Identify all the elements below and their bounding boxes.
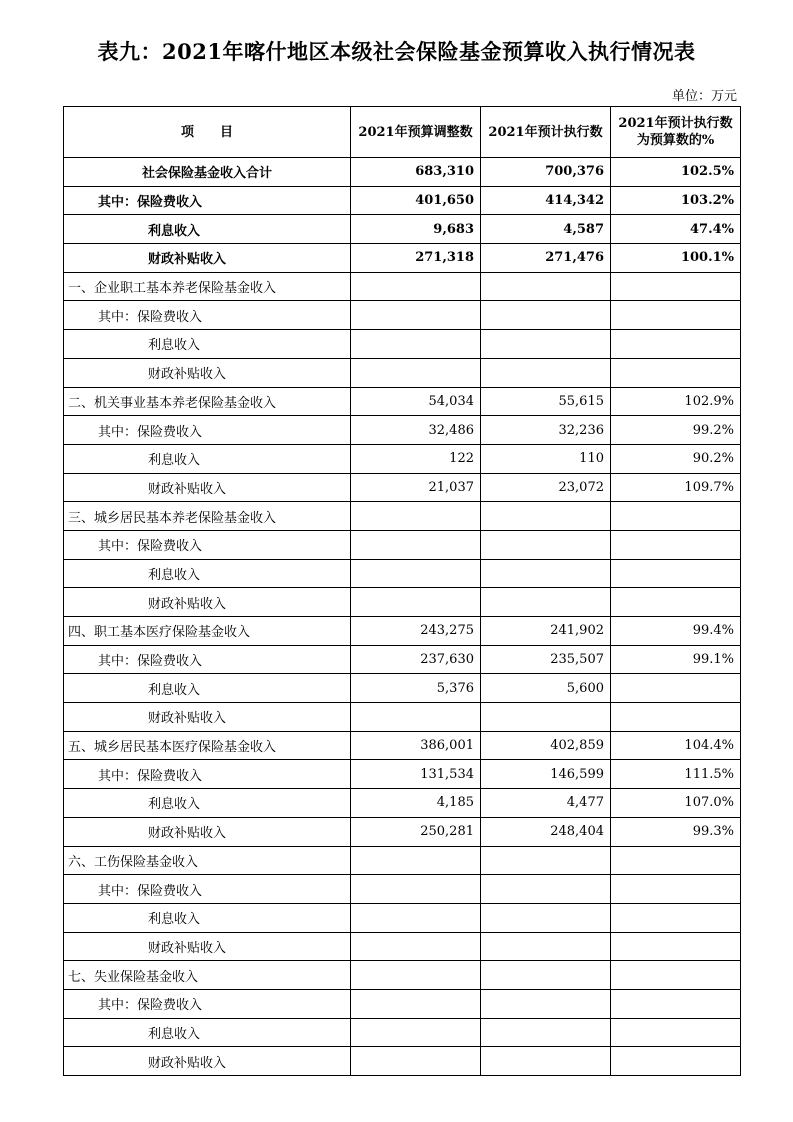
row-budget — [351, 272, 481, 301]
table-row — [64, 932, 741, 961]
row-execution: 110 — [481, 444, 611, 473]
row-budget — [351, 903, 481, 932]
row-label: 财政补贴收入 — [64, 244, 351, 273]
row-execution — [481, 846, 611, 875]
row-ratio: 90.2% — [611, 444, 741, 473]
table-row — [64, 330, 741, 359]
row-budget — [351, 989, 481, 1018]
row-execution: 241,902 — [481, 617, 611, 646]
row-label: 利息收入 — [64, 789, 351, 818]
table-row — [64, 387, 741, 416]
row-execution: 271,476 — [481, 244, 611, 273]
row-ratio: 99.4% — [611, 617, 741, 646]
table-row — [64, 645, 741, 674]
table-header-row — [64, 107, 741, 158]
table-row — [64, 817, 741, 846]
header-budget: 2021年预算调整数 — [351, 107, 481, 158]
row-ratio: 109.7% — [611, 473, 741, 502]
row-execution — [481, 1047, 611, 1076]
row-budget — [351, 932, 481, 961]
row-execution — [481, 330, 611, 359]
table-row — [64, 215, 741, 244]
table-row — [64, 846, 741, 875]
row-ratio — [611, 272, 741, 301]
row-budget — [351, 588, 481, 617]
row-label: 财政补贴收入 — [64, 1047, 351, 1076]
row-execution — [481, 272, 611, 301]
table-row — [64, 617, 741, 646]
table-row — [64, 903, 741, 932]
row-execution — [481, 989, 611, 1018]
row-budget — [351, 530, 481, 559]
row-ratio: 102.9% — [611, 387, 741, 416]
row-budget: 683,310 — [351, 158, 481, 187]
row-execution: 4,587 — [481, 215, 611, 244]
row-label: 四、职工基本医疗保险基金收入 — [64, 617, 351, 646]
row-budget: 4,185 — [351, 789, 481, 818]
row-budget: 5,376 — [351, 674, 481, 703]
row-execution: 402,859 — [481, 731, 611, 760]
row-ratio — [611, 703, 741, 732]
row-execution: 55,615 — [481, 387, 611, 416]
row-ratio — [611, 330, 741, 359]
row-label: 其中：保险费收入 — [64, 989, 351, 1018]
table-row — [64, 1047, 741, 1076]
row-ratio: 111.5% — [611, 760, 741, 789]
row-ratio — [611, 559, 741, 588]
row-ratio: 103.2% — [611, 186, 741, 215]
row-ratio — [611, 502, 741, 531]
row-ratio: 107.0% — [611, 789, 741, 818]
table-row — [64, 416, 741, 445]
row-budget: 237,630 — [351, 645, 481, 674]
table-body — [64, 158, 741, 1076]
row-label: 其中：保险费收入 — [64, 186, 351, 215]
row-label: 一、企业职工基本养老保险基金收入 — [64, 272, 351, 301]
row-budget — [351, 358, 481, 387]
table-row — [64, 588, 741, 617]
row-label: 财政补贴收入 — [64, 358, 351, 387]
row-execution: 414,342 — [481, 186, 611, 215]
row-label: 财政补贴收入 — [64, 703, 351, 732]
row-label: 利息收入 — [64, 444, 351, 473]
row-ratio — [611, 588, 741, 617]
row-label: 财政补贴收入 — [64, 473, 351, 502]
table-row — [64, 272, 741, 301]
row-ratio — [611, 301, 741, 330]
table-row — [64, 301, 741, 330]
row-execution: 23,072 — [481, 473, 611, 502]
row-label: 财政补贴收入 — [64, 588, 351, 617]
table-row — [64, 244, 741, 273]
row-execution: 4,477 — [481, 789, 611, 818]
table-row — [64, 731, 741, 760]
row-budget — [351, 559, 481, 588]
row-ratio: 104.4% — [611, 731, 741, 760]
row-label: 财政补贴收入 — [64, 817, 351, 846]
row-ratio — [611, 989, 741, 1018]
row-execution — [481, 961, 611, 990]
row-label: 利息收入 — [64, 330, 351, 359]
row-budget — [351, 1018, 481, 1047]
unit-label: 单位：万元 — [671, 89, 737, 104]
header-execution: 2021年预计执行数 — [481, 107, 611, 158]
table-row — [64, 1018, 741, 1047]
row-budget: 21,037 — [351, 473, 481, 502]
table-row — [64, 186, 741, 215]
row-execution — [481, 875, 611, 904]
row-ratio: 99.3% — [611, 817, 741, 846]
row-label: 其中：保险费收入 — [64, 645, 351, 674]
table-row — [64, 444, 741, 473]
table-row — [64, 875, 741, 904]
row-ratio: 47.4% — [611, 215, 741, 244]
table-row — [64, 358, 741, 387]
row-ratio — [611, 846, 741, 875]
row-ratio — [611, 530, 741, 559]
row-label: 其中：保险费收入 — [64, 875, 351, 904]
row-budget — [351, 330, 481, 359]
header-ratio: 2021年预计执行数为预算数的% — [611, 107, 741, 158]
row-label: 二、机关事业基本养老保险基金收入 — [64, 387, 351, 416]
page-title: 表九：2021年喀什地区本级社会保险基金预算收入执行情况表 — [97, 39, 696, 64]
row-budget — [351, 1047, 481, 1076]
row-label: 其中：保险费收入 — [64, 760, 351, 789]
row-execution — [481, 502, 611, 531]
row-execution — [481, 559, 611, 588]
row-budget — [351, 846, 481, 875]
row-label: 其中：保险费收入 — [64, 530, 351, 559]
row-ratio: 102.5% — [611, 158, 741, 187]
row-budget: 32,486 — [351, 416, 481, 445]
row-budget: 122 — [351, 444, 481, 473]
table-row — [64, 789, 741, 818]
row-label: 三、城乡居民基本养老保险基金收入 — [64, 502, 351, 531]
row-execution: 235,507 — [481, 645, 611, 674]
row-label: 利息收入 — [64, 903, 351, 932]
row-execution — [481, 703, 611, 732]
row-budget — [351, 875, 481, 904]
row-label: 其中：保险费收入 — [64, 301, 351, 330]
table-row — [64, 703, 741, 732]
row-budget: 9,683 — [351, 215, 481, 244]
row-label: 利息收入 — [64, 559, 351, 588]
row-budget — [351, 301, 481, 330]
row-execution — [481, 588, 611, 617]
table-row — [64, 473, 741, 502]
row-ratio — [611, 961, 741, 990]
budget-table — [63, 106, 741, 1076]
row-label: 利息收入 — [64, 215, 351, 244]
row-ratio — [611, 875, 741, 904]
row-label: 六、工伤保险基金收入 — [64, 846, 351, 875]
row-ratio — [611, 903, 741, 932]
table-row — [64, 530, 741, 559]
row-ratio — [611, 674, 741, 703]
row-label: 社会保险基金收入合计 — [64, 158, 351, 187]
row-budget — [351, 703, 481, 732]
row-ratio — [611, 1018, 741, 1047]
row-execution — [481, 903, 611, 932]
row-label: 五、城乡居民基本医疗保险基金收入 — [64, 731, 351, 760]
table-row — [64, 559, 741, 588]
table-row — [64, 961, 741, 990]
row-budget: 243,275 — [351, 617, 481, 646]
row-label: 七、失业保险基金收入 — [64, 961, 351, 990]
table-row — [64, 989, 741, 1018]
row-budget — [351, 961, 481, 990]
row-budget — [351, 502, 481, 531]
row-ratio: 99.1% — [611, 645, 741, 674]
row-execution — [481, 358, 611, 387]
table-row — [64, 674, 741, 703]
row-budget: 250,281 — [351, 817, 481, 846]
row-budget: 271,318 — [351, 244, 481, 273]
table-row — [64, 760, 741, 789]
row-execution — [481, 301, 611, 330]
header-item: 项 目 — [64, 107, 351, 158]
row-ratio — [611, 1047, 741, 1076]
table-row — [64, 502, 741, 531]
row-execution: 32,236 — [481, 416, 611, 445]
table-row — [64, 158, 741, 187]
row-ratio: 100.1% — [611, 244, 741, 273]
row-ratio — [611, 358, 741, 387]
row-execution: 700,376 — [481, 158, 611, 187]
row-execution — [481, 932, 611, 961]
row-label: 财政补贴收入 — [64, 932, 351, 961]
row-budget: 54,034 — [351, 387, 481, 416]
row-ratio — [611, 932, 741, 961]
row-execution: 248,404 — [481, 817, 611, 846]
row-budget: 386,001 — [351, 731, 481, 760]
row-label: 其中：保险费收入 — [64, 416, 351, 445]
row-label: 利息收入 — [64, 1018, 351, 1047]
row-label: 利息收入 — [64, 674, 351, 703]
row-budget: 401,650 — [351, 186, 481, 215]
row-execution — [481, 1018, 611, 1047]
row-execution: 146,599 — [481, 760, 611, 789]
row-execution: 5,600 — [481, 674, 611, 703]
row-execution — [481, 530, 611, 559]
row-ratio: 99.2% — [611, 416, 741, 445]
row-budget: 131,534 — [351, 760, 481, 789]
